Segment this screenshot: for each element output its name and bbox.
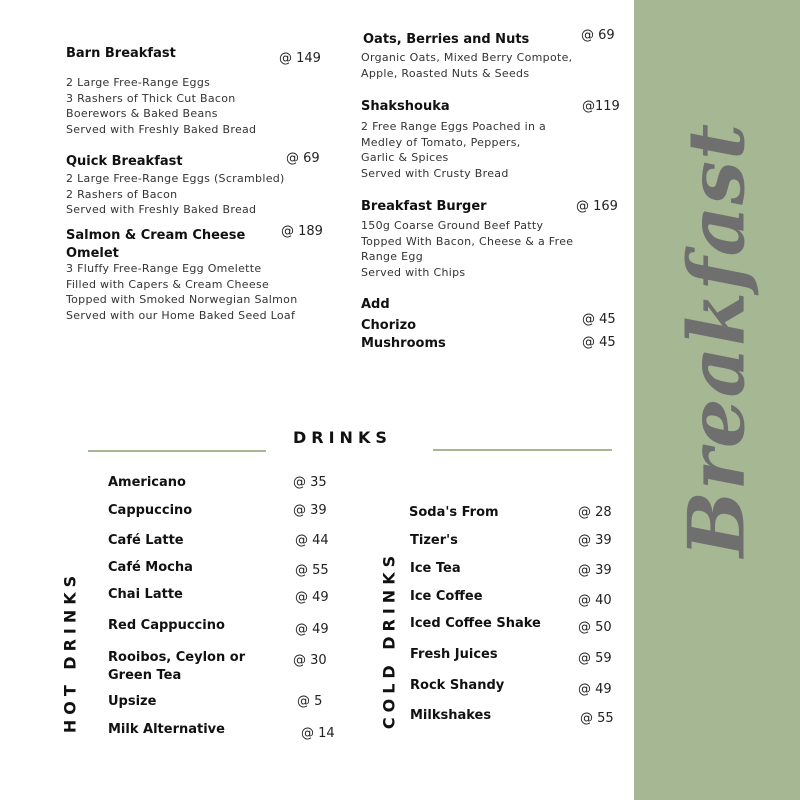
drink-price: @ 44 [295,533,329,548]
drink-price: @ 40 [578,593,612,608]
item-description [361,218,573,280]
drink-price: @ 49 [295,590,329,605]
drink-name: Cappuccino [108,503,193,518]
item-name: Quick Breakfast [66,154,183,169]
add-ons-label: Add [361,297,390,312]
divider-left [88,450,266,452]
drink-name: Rock Shandy [410,678,505,693]
drink-name-line2: Green Tea [108,668,182,683]
item-price: @ 169 [576,199,618,214]
item-price: @ 189 [281,224,323,239]
description-line: Apple, Roasted Nuts & Seeds [361,66,530,80]
description-line: Served with our Home Baked Seed Loaf [66,308,296,322]
item-price: @ 69 [286,151,320,166]
drink-price: @ 49 [295,622,329,637]
description-line: Medley of Tomato, Peppers, [361,135,521,149]
drink-price: @ 59 [578,651,612,666]
item-name: Breakfast Burger [361,199,487,214]
item-description [66,171,285,218]
description-line: Served with Freshly Baked Bread [66,203,257,216]
add-on-name: Chorizo [361,318,417,333]
drink-price: @ 14 [301,726,335,741]
item-price: @ 149 [279,51,321,66]
description-line: Served with Freshly Baked Bread [66,122,257,136]
add-on-name: Mushrooms [361,336,446,351]
item-name: Salmon & Cream Cheese [66,228,246,243]
drink-price: @ 35 [293,475,327,490]
item-price: @119 [582,99,620,114]
item-price: @ 69 [581,28,615,43]
drink-name: Iced Coffee Shake [410,616,541,631]
breakfast-title: Breakfast [671,122,763,558]
item-name: Barn Breakfast [66,46,176,61]
drink-price: @ 39 [578,563,612,578]
description-line: Served with Chips [361,265,466,279]
add-on-price: @ 45 [582,335,616,350]
drink-price: @ 49 [578,682,612,697]
description-line: Topped with Smoked Norwegian Salmon [66,293,298,306]
drink-name: Red Cappuccino [108,618,225,633]
item-description [66,261,297,323]
description-line: Served with Crusty Bread [361,166,509,180]
drink-price: @ 5 [297,694,323,709]
divider-right [433,449,612,451]
item-description [66,75,256,137]
drinks-heading: DRINKS [293,428,392,447]
drink-price: @ 55 [580,711,614,726]
item-name: Shakshouka [361,99,450,114]
drink-name: Tizer's [410,533,458,548]
drink-name: Milk Alternative [108,722,225,737]
description-line: 3 Fluffy Free-Range Egg Omelette [66,262,262,275]
drink-price: @ 30 [293,653,327,668]
description-line: 2 Rashers of Bacon [66,187,178,201]
drink-price: @ 28 [578,505,612,520]
description-line: 2 Large Free-Range Eggs (Scrambled) [66,172,285,185]
drink-name: Rooibos, Ceylon or [108,650,246,665]
drink-name: Upsize [108,694,157,709]
description-line: Boerewors & Baked Beans [66,107,218,120]
description-line: Topped With Bacon, Cheese & a Free [361,234,574,248]
drink-price: @ 50 [578,620,612,635]
drink-name: Café Mocha [108,560,193,575]
description-line: 2 Free Range Eggs Poached in a [361,120,547,133]
add-on-price: @ 45 [582,312,616,327]
description-line: 3 Rashers of Thick Cut Bacon [66,91,236,105]
description-line: 2 Large Free-Range Eggs [66,76,211,89]
item-description [361,50,572,81]
drink-name: Café Latte [108,533,184,548]
drink-name: Ice Coffee [410,589,483,604]
drink-name: Fresh Juices [410,647,498,662]
drink-name: Ice Tea [410,561,461,576]
description-line: Garlic & Spices [361,151,449,164]
drink-price: @ 39 [293,503,327,518]
drink-price: @ 39 [578,533,612,548]
description-line: Organic Oats, Mixed Berry Compote, [361,51,573,64]
drink-price: @ 55 [295,563,329,578]
description-line: 150g Coarse Ground Beef Patty [361,219,544,232]
description-line: Range Egg [361,250,423,263]
item-description [361,119,546,181]
drink-name: Chai Latte [108,587,183,602]
drink-name: Milkshakes [410,708,492,723]
hot-drinks-label: HOT DRINKS [60,570,80,734]
drink-name: Americano [108,475,186,490]
cold-drinks-label: COLD DRINKS [379,550,399,730]
description-line: Filled with Capers & Cream Cheese [66,277,270,291]
drink-name: Soda's From [409,505,499,520]
item-name: Oats, Berries and Nuts [363,32,530,47]
item-name-line2: Omelet [66,246,119,261]
